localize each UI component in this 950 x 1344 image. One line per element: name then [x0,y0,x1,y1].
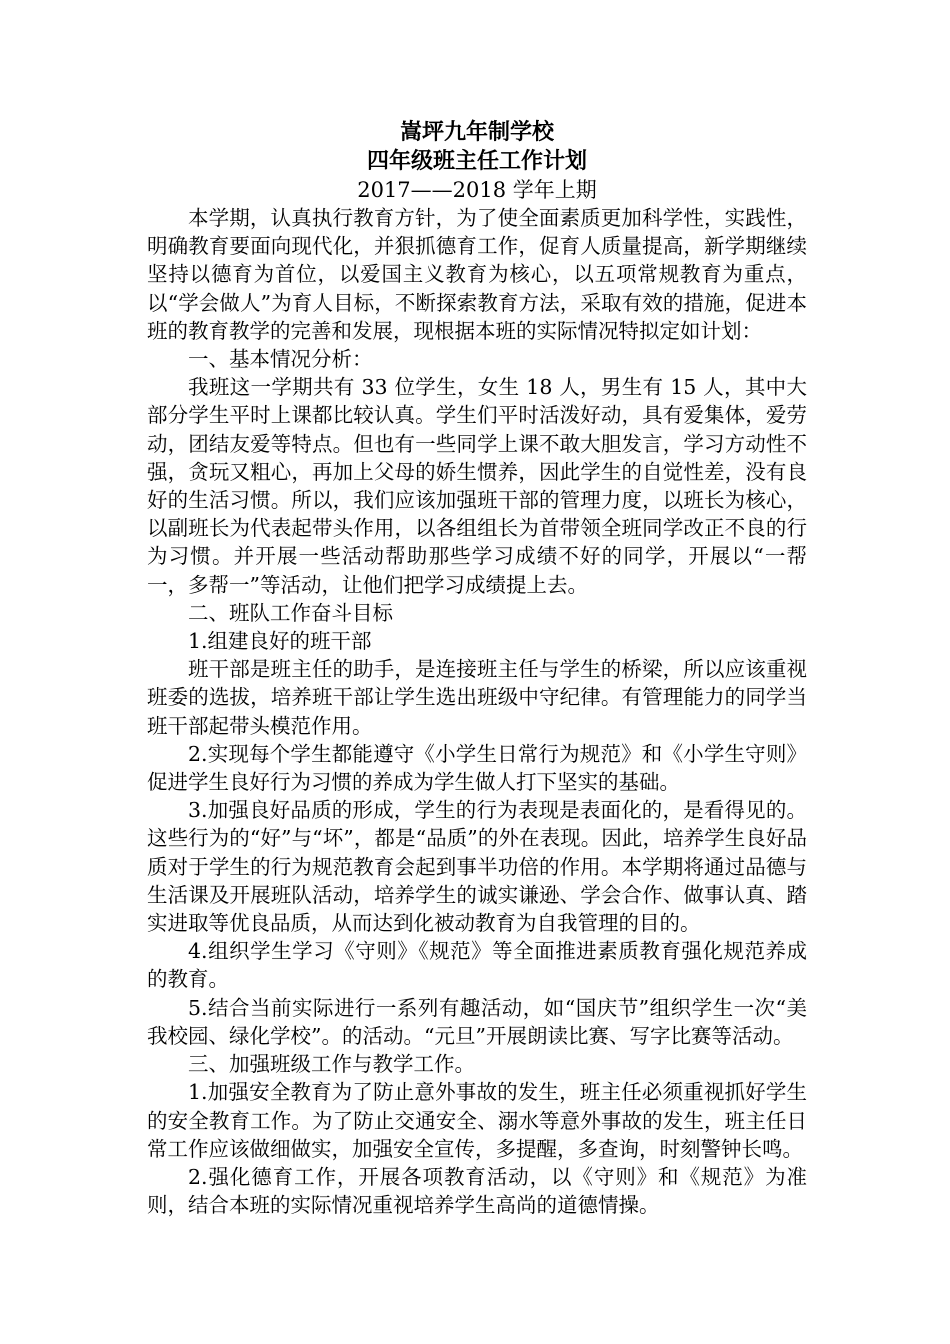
goal-paragraph-study-rules: 4.组织学生学习《守则》《规范》等全面推进素质教育强化规范养成的教育。 [147,939,807,992]
intro-paragraph: 本学期，认真执行教育方针，为了使全面素质更加科学性，实践性，明确教育要面向现代化，并狠抓德育工作，促育人质量提高，新学期继续坚持以德育为首位，以爱国主义教育为核心，以五项常规教育为重点，以“学会做人”为育人目标，不断探索教育方法，采取有效的措施，促进本班的教育教学的完善和发展，现根据本班的实际情况特拟定如计划： [147,206,807,343]
document-title: 四年级班主任工作计划 [366,148,587,174]
goal-paragraph-quality: 3.加强良好品质的形成，学生的行为表现是表面化的，是看得见的。这些行为的“好”与“坏”，都是“品质”的外在表现。因此，培养学生良好品质对于学生的行为规范教育会起到事半功倍的作用。本学期将通过品德与生活课及开展班队活动，培养学生的诚实谦逊、学会合作、做事认真、踏实进取等优良品质，从而达到化被动教育为自我管理的目的。 [147,798,807,936]
section-heading-basic-analysis: 一、基本情况分析： [188,347,373,372]
class-work-paragraph-moral: 2.强化德育工作，开展各项教育活动，以《守则》和《规范》为准则，结合本班的实际情况重视培养学生高尚的道德情操。 [147,1164,807,1218]
class-work-paragraph-safety: 1.加强安全教育为了防止意外事故的发生，班主任必须重视抓好学生的安全教育工作。为了防止交通安全、溺水等意外事故的发生，班主任日常工作应该做细做实，加强安全宣传，多提醒，多查询，时刻警钟长鸣。 [147,1080,807,1161]
goal-paragraph-class-cadre: 班干部是班主任的助手，是连接班主任与学生的桥梁，所以应该重视班委的选拔，培养班干部让学生选出班级中守纪律。有管理能力的同学当班干部起带头模范作用。 [147,657,807,738]
section-heading-class-work: 三、加强班级工作与教学工作。 [188,1052,475,1077]
section-heading-goals: 二、班队工作奋斗目标 [188,600,393,625]
document-page [147,118,807,1219]
school-name: 嵩坪九年制学校 [399,119,554,145]
goal-subheading-class-cadre: 1.组建良好的班干部 [188,629,372,654]
term-subtitle: 2017——2018 学年上期 [357,178,597,202]
goal-paragraph-activities: 5.结合当前实际进行一系列有趣活动，如“国庆节”组织学生一次“美我校园、绿化学校”。的活动。“元旦”开展朗读比赛、写字比赛等活动。 [147,995,807,1048]
goal-paragraph-rules: 2.实现每个学生都能遵守《小学生日常行为规范》和《小学生守则》促进学生良好行为习惯的养成为学生做人打下坚实的基础。 [147,741,807,795]
basic-analysis-paragraph: 我班这一学期共有 33 位学生，女生 18 人，男生有 15 人，其中大部分学生平时上课都比较认真。学生们平时活泼好动，具有爱集体，爱劳动，团结友爱等特点。但也有一些同学上课不敢大胆发言，学习方动性不强，贪玩又粗心，再加上父母的娇生惯养，因此学生的自觉性差，没有良好的生活习惯。所以，我们应该加强班干部的管理力度，以班长为核心，以副班长为代表起带头作用，以各组组长为首带领全班同学改正不良的行为习惯。并开展一些活动帮助那些学习成绩不好的同学，开展以“一帮一，多帮一”等活动，让他们把学习成绩提上去。 [147,375,807,597]
